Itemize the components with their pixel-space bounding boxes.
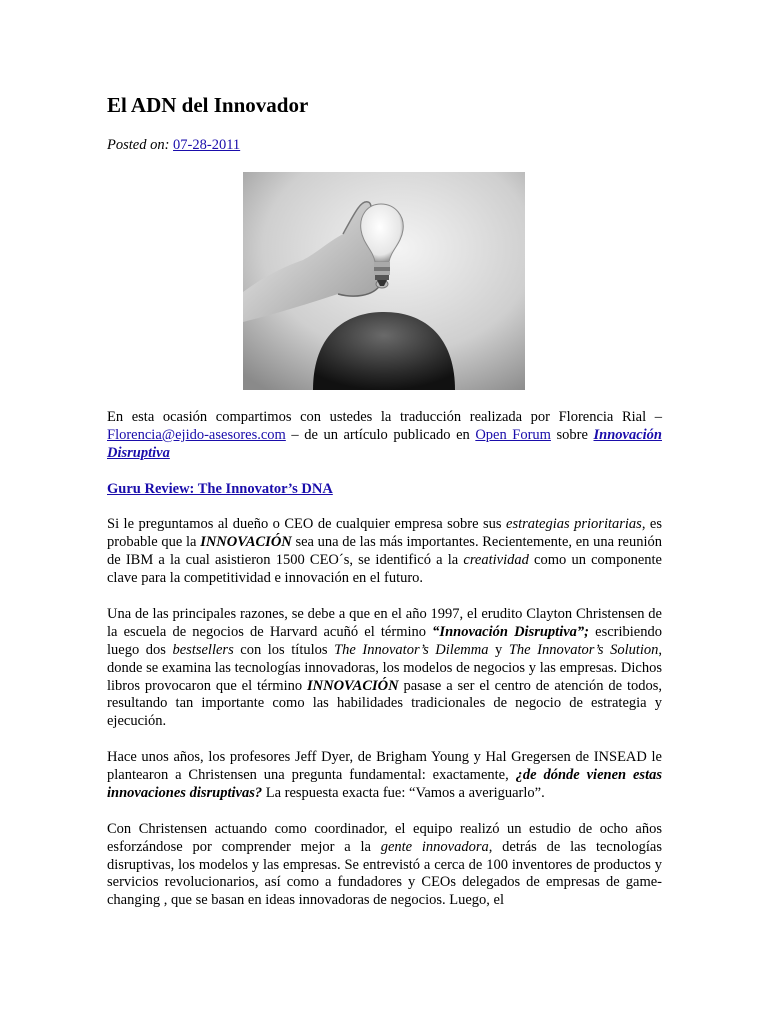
paragraph-1 <box>107 516 662 588</box>
intro-text-1: En esta ocasión compartimos con ustedes la traducción realizada por Florencia Rial – <box>107 409 662 425</box>
posted-label: Posted on: <box>107 137 170 153</box>
p1-text-a: Si le preguntamos al dueño o CEO de cualquier empresa sobre sus <box>107 516 507 533</box>
paragraph-4 <box>107 821 662 911</box>
section-heading <box>107 481 662 499</box>
innovacion-disruptiva-link[interactable]: Innovación Disruptiva <box>107 426 662 461</box>
p4-text-c: , detrás de las tecnologías disruptivas, los modelos y las empresas. Se entrevistó a cerca de 100 inventores de productos y servicios revolucionarios, así como a fundadores y CEOs delegados de empresas de game-changing , que se basan en ideas innovadoras de negocios. Luego, el <box>107 838 662 909</box>
open-forum-link[interactable]: Open Forum <box>475 426 551 443</box>
guru-review-link[interactable]: Guru Review: The Innovator’s DNA <box>107 480 333 497</box>
lightbulb-photo <box>243 172 525 390</box>
p1-text-e: sea una de las más importantes. Recientemente, en una reunión de IBM a la cual asistieron 1500 CEO´s, se identificó a la <box>107 534 662 569</box>
p2-text-i: , donde se examina las tecnologías innovadoras, los modelos de negocios y las empresas. Dichos libros provocaron que el término <box>107 641 663 694</box>
p3-text-b: ¿de dónde vienen estas innovaciones disruptivas? <box>107 767 662 801</box>
p1-text-c: , es probable que la <box>107 516 662 551</box>
p2-text-g: y <box>488 641 509 658</box>
p1-text-b: estrategias prioritarias <box>506 516 642 533</box>
p1-text-f: creatividad <box>463 552 529 569</box>
p3-text-a: Hace unos años, los profesores Jeff Dyer, de Brigham Young y Hal Gregersen de INSEAD le plantearon a Christensen una pregunta fundamental: exactamente, <box>107 749 662 784</box>
p1-text-d: INNOVACIÓN <box>200 534 292 551</box>
page-title: El ADN del Innovador <box>107 93 309 117</box>
p2-text-b: “Innovación Disruptiva”; <box>432 623 589 640</box>
p1-text-g: como un componente clave para la competitividad e innovación en el futuro. <box>107 552 662 587</box>
p2-text-e: con los títulos <box>233 641 335 658</box>
intro-paragraph <box>107 409 662 463</box>
email-link[interactable]: Florencia@ejido-asesores.com <box>107 426 286 443</box>
paragraph-2 <box>107 606 662 731</box>
p2-text-h: The Innovator’s Solution <box>508 641 659 658</box>
p2-text-j: INNOVACIÓN <box>307 677 399 694</box>
lightbulb-above-head-icon <box>243 172 525 390</box>
p4-text-a: Con Christensen actuando como coordinador, el equipo realizó un estudio de ocho años esforzándose por comprender mejor a la <box>107 820 662 855</box>
paragraph-3 <box>107 749 662 803</box>
p2-text-a: Una de las principales razones, se debe a que en el año 1997, el erudito Clayton Christensen de la escuela de negocios de Harvard acuñó el término <box>107 605 662 640</box>
posted-on <box>107 137 240 154</box>
p4-text-b: gente innovadora <box>380 838 489 855</box>
p2-text-f: The Innovator’s Dilemma <box>334 641 489 658</box>
p3-text-c: La respuesta exacta fue: “Vamos a averiguarlo”. <box>262 784 545 801</box>
p2-text-c: escribiendo luego dos <box>107 623 662 658</box>
p2-text-d: bestsellers <box>172 641 234 658</box>
article-body <box>107 409 662 928</box>
p2-text-k: pasase a ser el centro de atención de todos, resultando tan importante como las habilidades tradicionales de negocio de estrategia y ejecución. <box>107 677 662 730</box>
intro-text-3: sobre <box>550 426 588 443</box>
posted-date-link[interactable]: 07-28-2011 <box>173 137 241 153</box>
intro-text-2: – de un artículo publicado en <box>285 426 476 443</box>
